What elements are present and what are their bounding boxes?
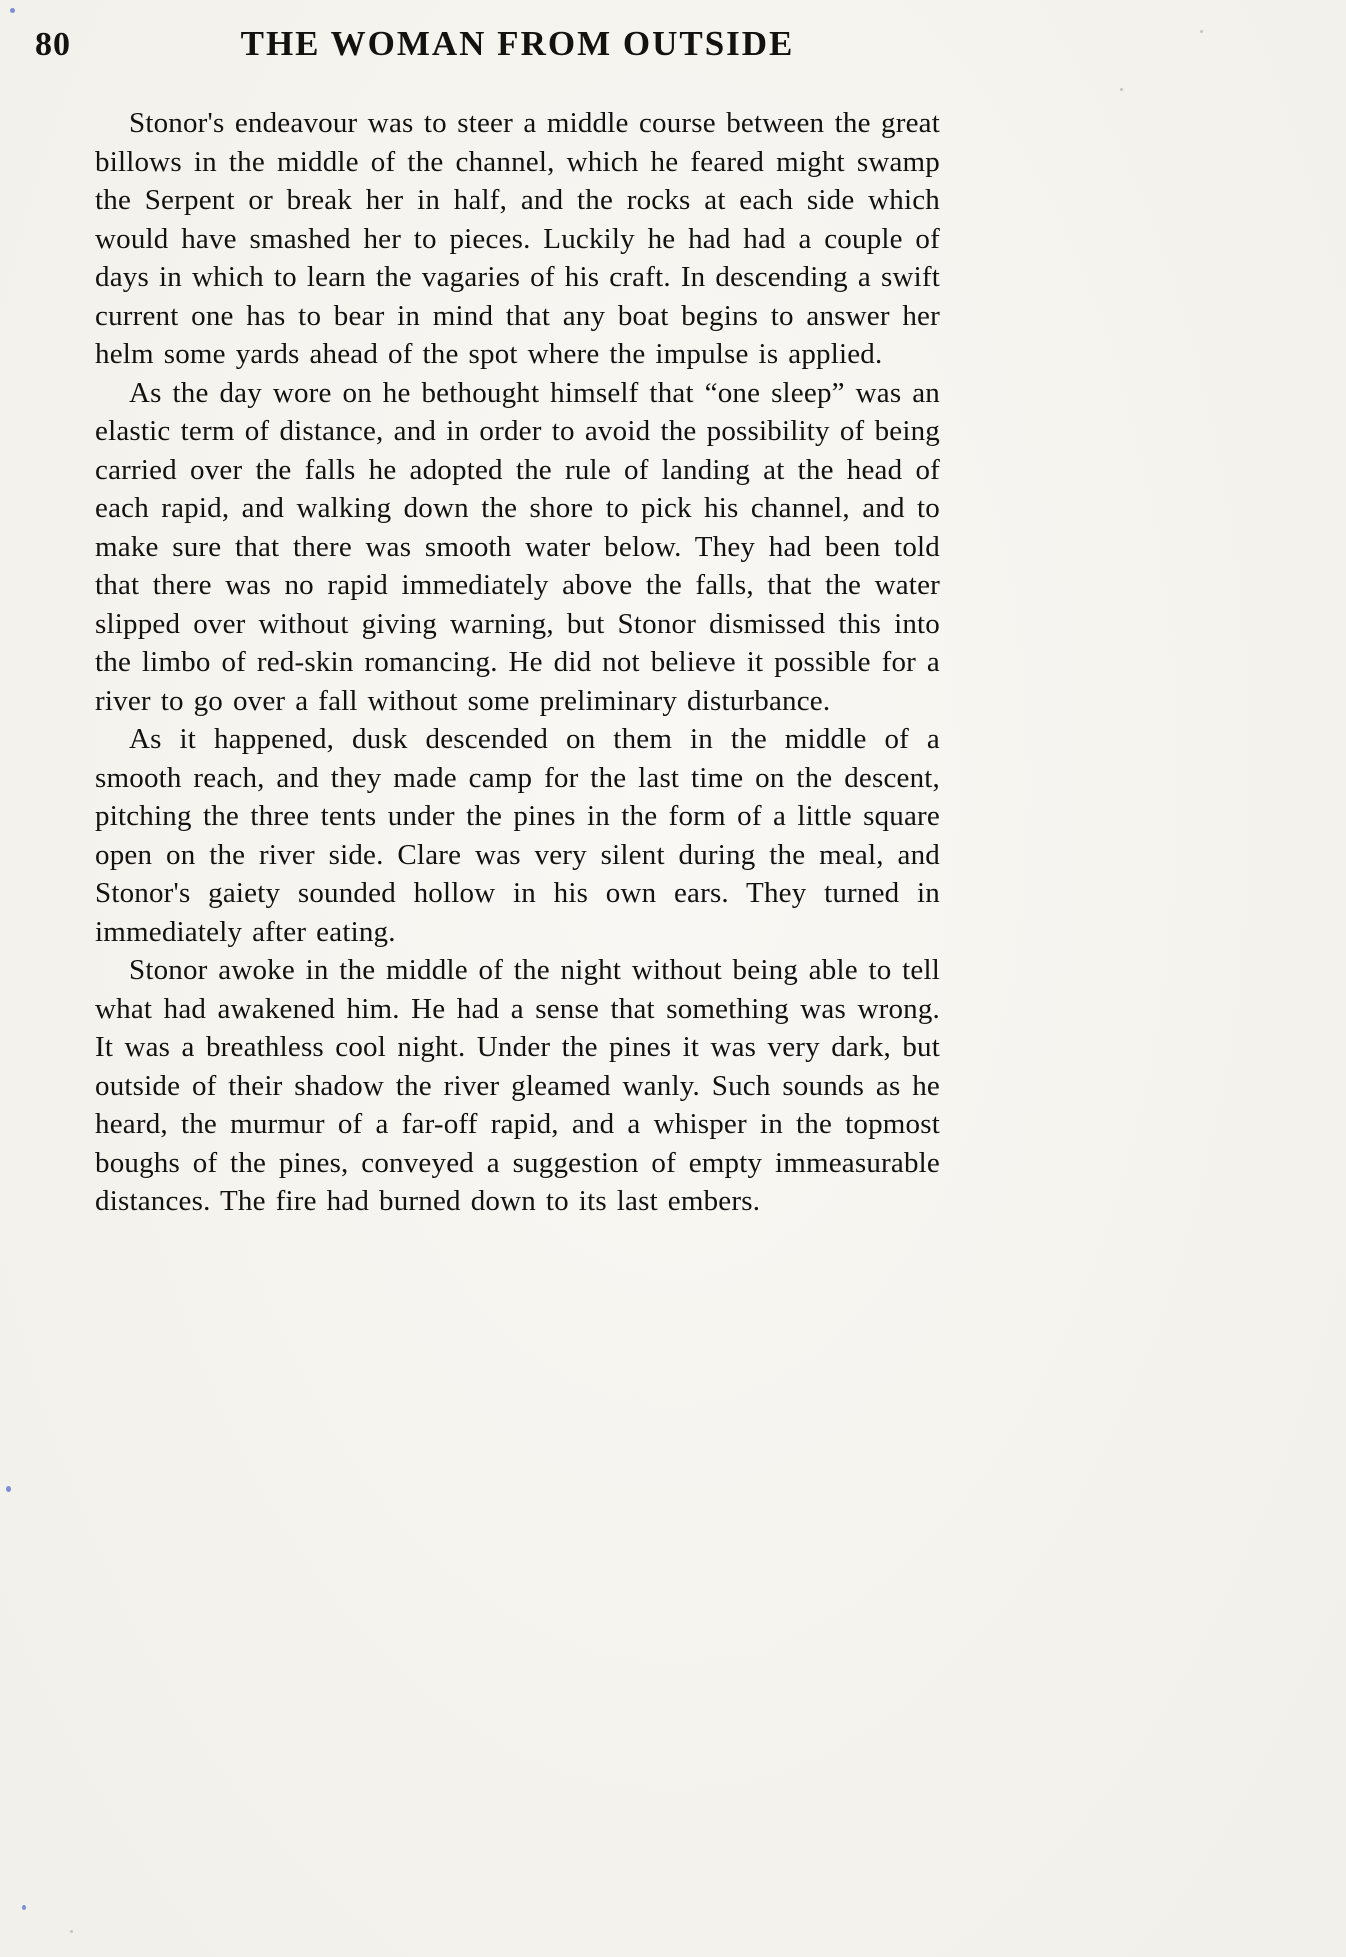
scan-speck	[1200, 30, 1203, 33]
page-header	[35, 22, 940, 80]
scan-speck	[70, 1930, 73, 1933]
running-title: THE WOMAN FROM OUTSIDE	[240, 24, 795, 63]
text-column	[35, 22, 940, 1221]
scan-speck	[10, 8, 15, 13]
scan-speck	[6, 1486, 11, 1492]
scan-speck	[22, 1905, 26, 1910]
page-body	[95, 104, 940, 1221]
page-number: 80	[35, 26, 71, 63]
paragraph: As it happened, dusk descended on them in the middle of a smooth reach, and they made camp for the last time on the descent, pitching the three tents under the pines in the form of a little square open on the river side. Clare was very silent during the meal, and Stonor's gaiety sounded hollow in his own ears. They turned in immediately after eating.	[95, 723, 940, 948]
paragraph: Stonor awoke in the middle of the night without being able to tell what had awakened him. He had a sense that something was wrong. It was a breathless cool night. Under the pines it was very dark, but outside of their shadow the river gleamed wanly. Such sounds as he heard, the murmur of a far-off rapid, and a whisper in the topmost boughs of the pines, conveyed a suggestion of empty immeasurable distances. The fire had burned down to its last embers.	[95, 954, 940, 1217]
paragraph: As the day wore on he bethought himself that “one sleep” was an elastic term of distance, and in order to avoid the possibility of being carried over the falls he adopted the rule of landing at the head of each rapid, and walking down the shore to pick his channel, and to make sure that there was smooth water below. They had been told that there was no rapid immediately above the falls, that the water slipped over without giving warning, but Stonor dismissed this into the limbo of red-skin romancing. He did not believe it possible for a river to go over a fall without some preliminary disturbance.	[95, 376, 940, 717]
paragraph: Stonor's endeavour was to steer a middle course between the great billows in the middle of the channel, which he feared might swamp the Serpent or break her in half, and the rocks at each side which would have smashed her to pieces. Luckily he had had a couple of days in which to learn the vagaries of his craft. In descending a swift current one has to bear in mind that any boat begins to answer her helm some yards ahead of the spot where the impulse is applied.	[95, 107, 940, 370]
scan-speck	[1120, 88, 1123, 91]
